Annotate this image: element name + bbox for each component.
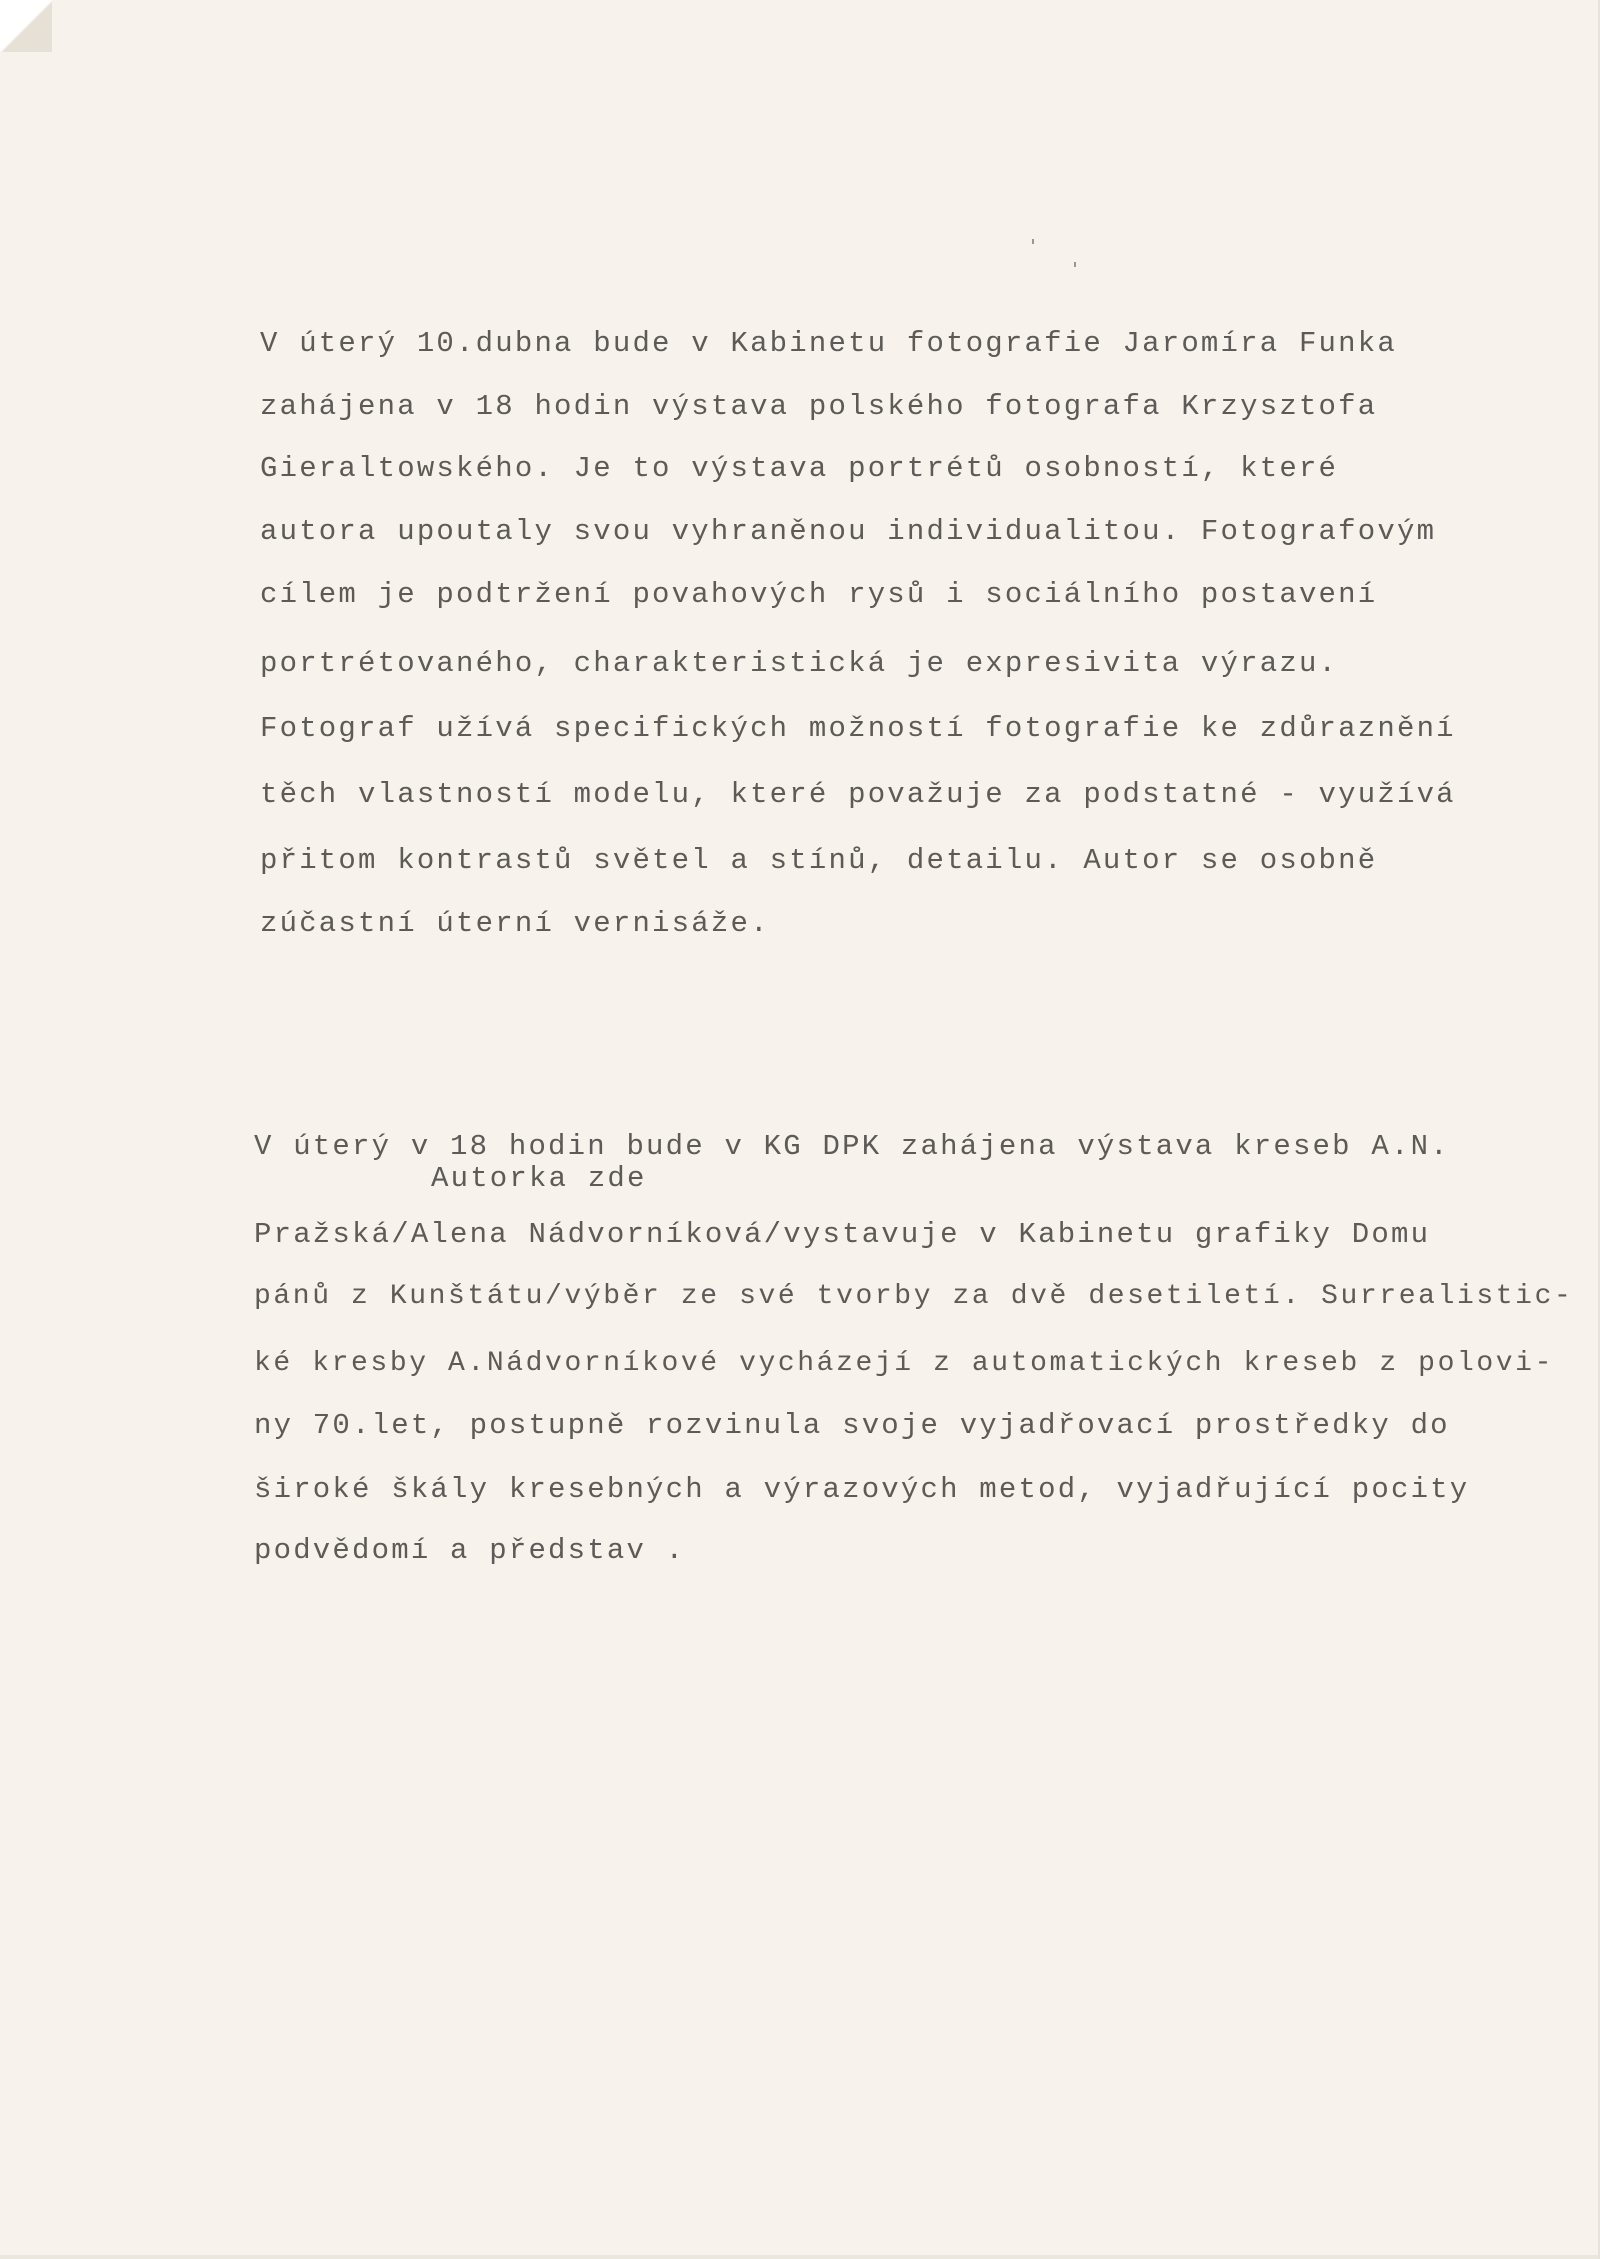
paragraph-line: Fotograf užívá specifických možností fotografie ke zdůraznění — [260, 712, 1456, 745]
paragraph-line: Pražská/Alena Nádvorníková/vystavuje v Kabinetu grafiky Domu — [254, 1218, 1431, 1251]
inserted-line: Autorka zde — [431, 1162, 647, 1195]
paragraph-line: Gieraltowského. Je to výstava portrétů osobností, které — [260, 452, 1339, 485]
paragraph-line: široké škály kresebných a výrazových metod, vyjadřující pocity — [254, 1473, 1470, 1506]
paragraph-line: přitom kontrastů světel a stínů, detailu. Autor se osobně — [260, 844, 1378, 877]
ink-speck — [1032, 239, 1034, 244]
paragraph-line: ny 70.let, postupně rozvinula svoje vyjadřovací prostředky do — [254, 1409, 1450, 1442]
paragraph-line: pánů z Kunštátu/výběr ze své tvorby za dvě desetiletí. Surrealistic- — [254, 1281, 1574, 1312]
ink-speck — [1074, 262, 1076, 267]
paragraph-line: zúčastní úterní vernisáže. — [260, 907, 770, 940]
paragraph-line: podvědomí a představ . — [254, 1534, 686, 1567]
paragraph-line: V úterý 10.dubna bude v Kabinetu fotografie Jaromíra Funka — [260, 327, 1397, 360]
paragraph-line: autora upoutaly svou vyhraněnou individualitou. Fotografovým — [260, 515, 1437, 548]
folded-corner-shadow — [2, 2, 52, 52]
paragraph-line: portrétovaného, charakteristická je expresivita výrazu. — [260, 647, 1339, 680]
paragraph-line: zahájena v 18 hodin výstava polského fotografa Krzysztofa — [260, 390, 1378, 423]
paragraph-line: V úterý v 18 hodin bude v KG DPK zahájena výstava kreseb A.N. — [254, 1130, 1450, 1163]
paragraph-line: cílem je podtržení povahových rysů i sociálního postavení — [260, 578, 1378, 611]
paragraph-line: ké kresby A.Nádvorníkové vycházejí z automatických kreseb z polovi- — [254, 1348, 1554, 1379]
paragraph-line: těch vlastností modelu, které považuje za podstatné - využívá — [260, 778, 1456, 811]
